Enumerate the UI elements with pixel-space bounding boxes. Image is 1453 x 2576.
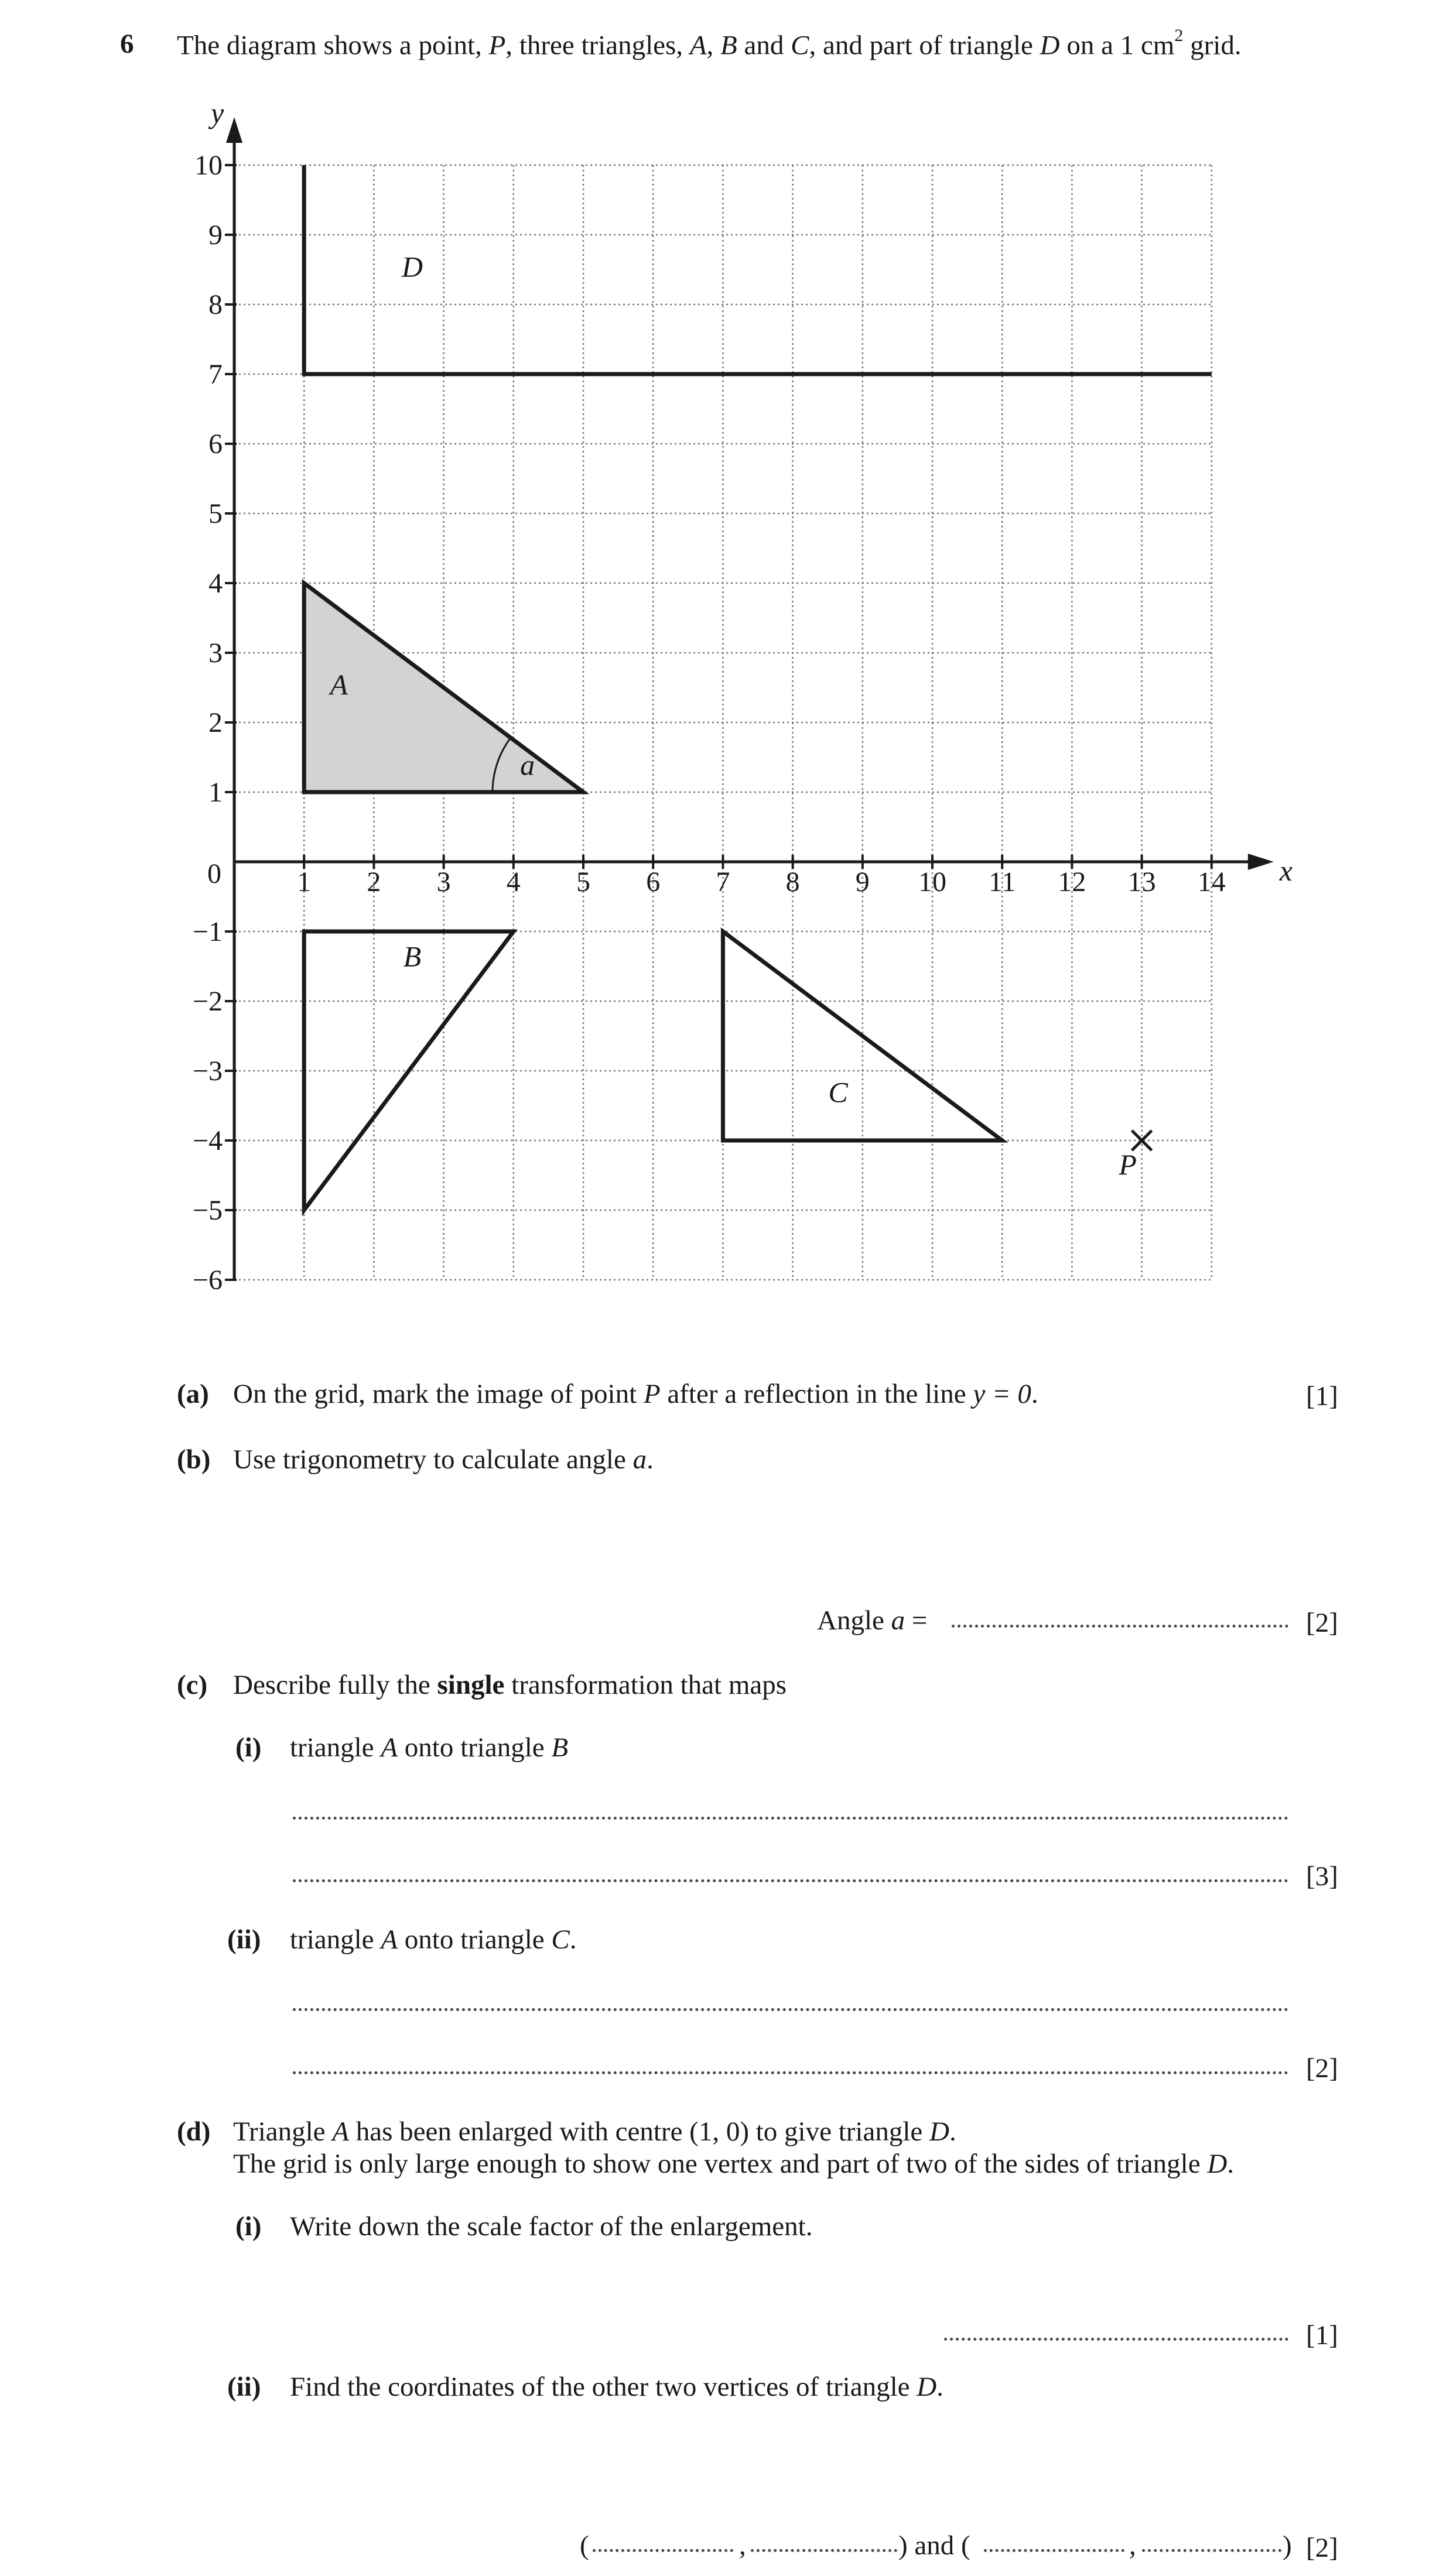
origin-label: 0 <box>207 858 221 889</box>
shape-label-d: D <box>401 250 423 283</box>
part-a-label: (a) <box>177 1379 209 1409</box>
x-tick-label: 14 <box>1197 866 1226 898</box>
y-tick-label: 9 <box>208 220 223 251</box>
part-a-marks: [1] <box>1306 1381 1338 1412</box>
part-d-line-2: The grid is only large enough to show one vertex and part of two of the sides of triangle D. <box>233 2149 1235 2179</box>
part-d-ii-label: (ii) <box>227 2372 261 2402</box>
question-intro: The diagram shows a point, P, three triangles, A, B and C, and part of triangle D on a 1 $cm^2$ grid. <box>177 26 1242 61</box>
y-tick-label: −3 <box>192 1056 223 1087</box>
y-tick-label: −2 <box>192 986 223 1017</box>
coord-close-2: ) <box>1283 2530 1292 2561</box>
coord-2-y-field[interactable] <box>1142 2549 1281 2552</box>
shape-label-a: A <box>330 668 348 701</box>
x-tick-label: 8 <box>785 866 800 898</box>
coord-open-1: ( <box>580 2530 589 2561</box>
part-a-text: On the grid, mark the image of point P after a reflection in the line y = 0. <box>233 1379 1038 1409</box>
shape-label-a: a <box>520 748 535 782</box>
x-axis-label: x <box>1279 854 1293 887</box>
coord-close-and: ) and ( <box>898 2530 970 2561</box>
x-tick-label: 3 <box>436 866 451 898</box>
x-tick-label: 4 <box>506 866 521 898</box>
y-tick-label: 4 <box>208 568 223 599</box>
part-c-ii-answer-line-1[interactable] <box>293 2008 1288 2011</box>
y-tick-label: 8 <box>208 289 223 320</box>
coord-1-y-field[interactable] <box>751 2549 897 2552</box>
y-tick-label: −4 <box>192 1125 223 1156</box>
part-d-line-1: Triangle A has been enlarged with centre (1, 0) to give triangle D. <box>233 2116 956 2147</box>
part-d-i-text: Write down the scale factor of the enlargement. <box>290 2211 813 2242</box>
shape-label-b: B <box>403 940 422 973</box>
coord-comma-2: , <box>1129 2530 1136 2561</box>
part-d-i-answer-field[interactable] <box>944 2338 1288 2341</box>
part-c-i-marks: [3] <box>1306 1861 1338 1892</box>
part-b-label: (b) <box>177 1444 211 1475</box>
x-tick-label: 13 <box>1127 866 1156 898</box>
y-tick-label: 10 <box>194 150 223 181</box>
y-tick-label: 1 <box>208 777 223 808</box>
y-axis-arrow-icon <box>226 117 242 143</box>
part-d-label: (d) <box>177 2116 211 2147</box>
part-c-i-text: triangle A onto triangle B <box>290 1732 569 1763</box>
y-tick-label: 5 <box>208 498 223 529</box>
y-axis-label: y <box>211 97 224 129</box>
y-tick-label: −1 <box>192 916 223 947</box>
part-b-text: Use trigonometry to calculate angle a. <box>233 1444 654 1475</box>
y-tick-label: 2 <box>208 707 223 738</box>
coord-1-x-field[interactable] <box>593 2549 733 2552</box>
x-tick-label: 7 <box>716 866 730 898</box>
triangle-b <box>304 931 514 1210</box>
triangle-d-partial <box>304 165 1212 374</box>
x-tick-label: 12 <box>1058 866 1086 898</box>
shape-label-c: C <box>828 1075 848 1109</box>
part-b-marks: [2] <box>1306 1608 1338 1638</box>
coord-comma-1: , <box>739 2530 746 2561</box>
x-tick-label: 2 <box>367 866 381 898</box>
x-axis-arrow-icon <box>1248 854 1274 870</box>
y-tick-label: 7 <box>208 359 223 390</box>
y-tick-label: −6 <box>192 1265 223 1296</box>
part-c-label: (c) <box>177 1670 208 1700</box>
part-d-i-label: (i) <box>235 2211 262 2242</box>
x-tick-label: 6 <box>646 866 661 898</box>
x-tick-label: 10 <box>918 866 946 898</box>
question-number: 6 <box>120 29 134 59</box>
part-b-answer-field[interactable] <box>952 1625 1288 1628</box>
y-tick-label: 6 <box>208 429 223 460</box>
y-tick-label: 3 <box>208 638 223 669</box>
y-tick-label: −5 <box>192 1195 223 1226</box>
part-c-ii-answer-line-2[interactable] <box>293 2071 1288 2074</box>
part-d-i-marks: [1] <box>1306 2320 1338 2351</box>
part-d-ii-text: Find the coordinates of the other two vertices of triangle D. <box>290 2372 943 2402</box>
part-c-i-answer-line-2[interactable] <box>293 1879 1288 1882</box>
part-c-ii-text: triangle A onto triangle C. <box>290 1924 577 1955</box>
point-p-label: P <box>1119 1148 1137 1181</box>
part-c-i-label: (i) <box>235 1732 262 1763</box>
part-c-ii-label: (ii) <box>227 1924 261 1955</box>
part-b-answer-label: Angle a = <box>817 1605 928 1636</box>
part-c-i-answer-line-1[interactable] <box>293 1817 1288 1820</box>
x-tick-label: 5 <box>576 866 590 898</box>
x-tick-label: 11 <box>989 866 1016 898</box>
x-tick-label: 1 <box>297 866 312 898</box>
part-c-text: Describe fully the single transformation that maps <box>233 1670 787 1700</box>
part-c-ii-marks: [2] <box>1306 2053 1338 2084</box>
part-d-ii-marks: [2] <box>1306 2533 1338 2563</box>
x-tick-label: 9 <box>855 866 870 898</box>
coord-2-x-field[interactable] <box>984 2549 1124 2552</box>
